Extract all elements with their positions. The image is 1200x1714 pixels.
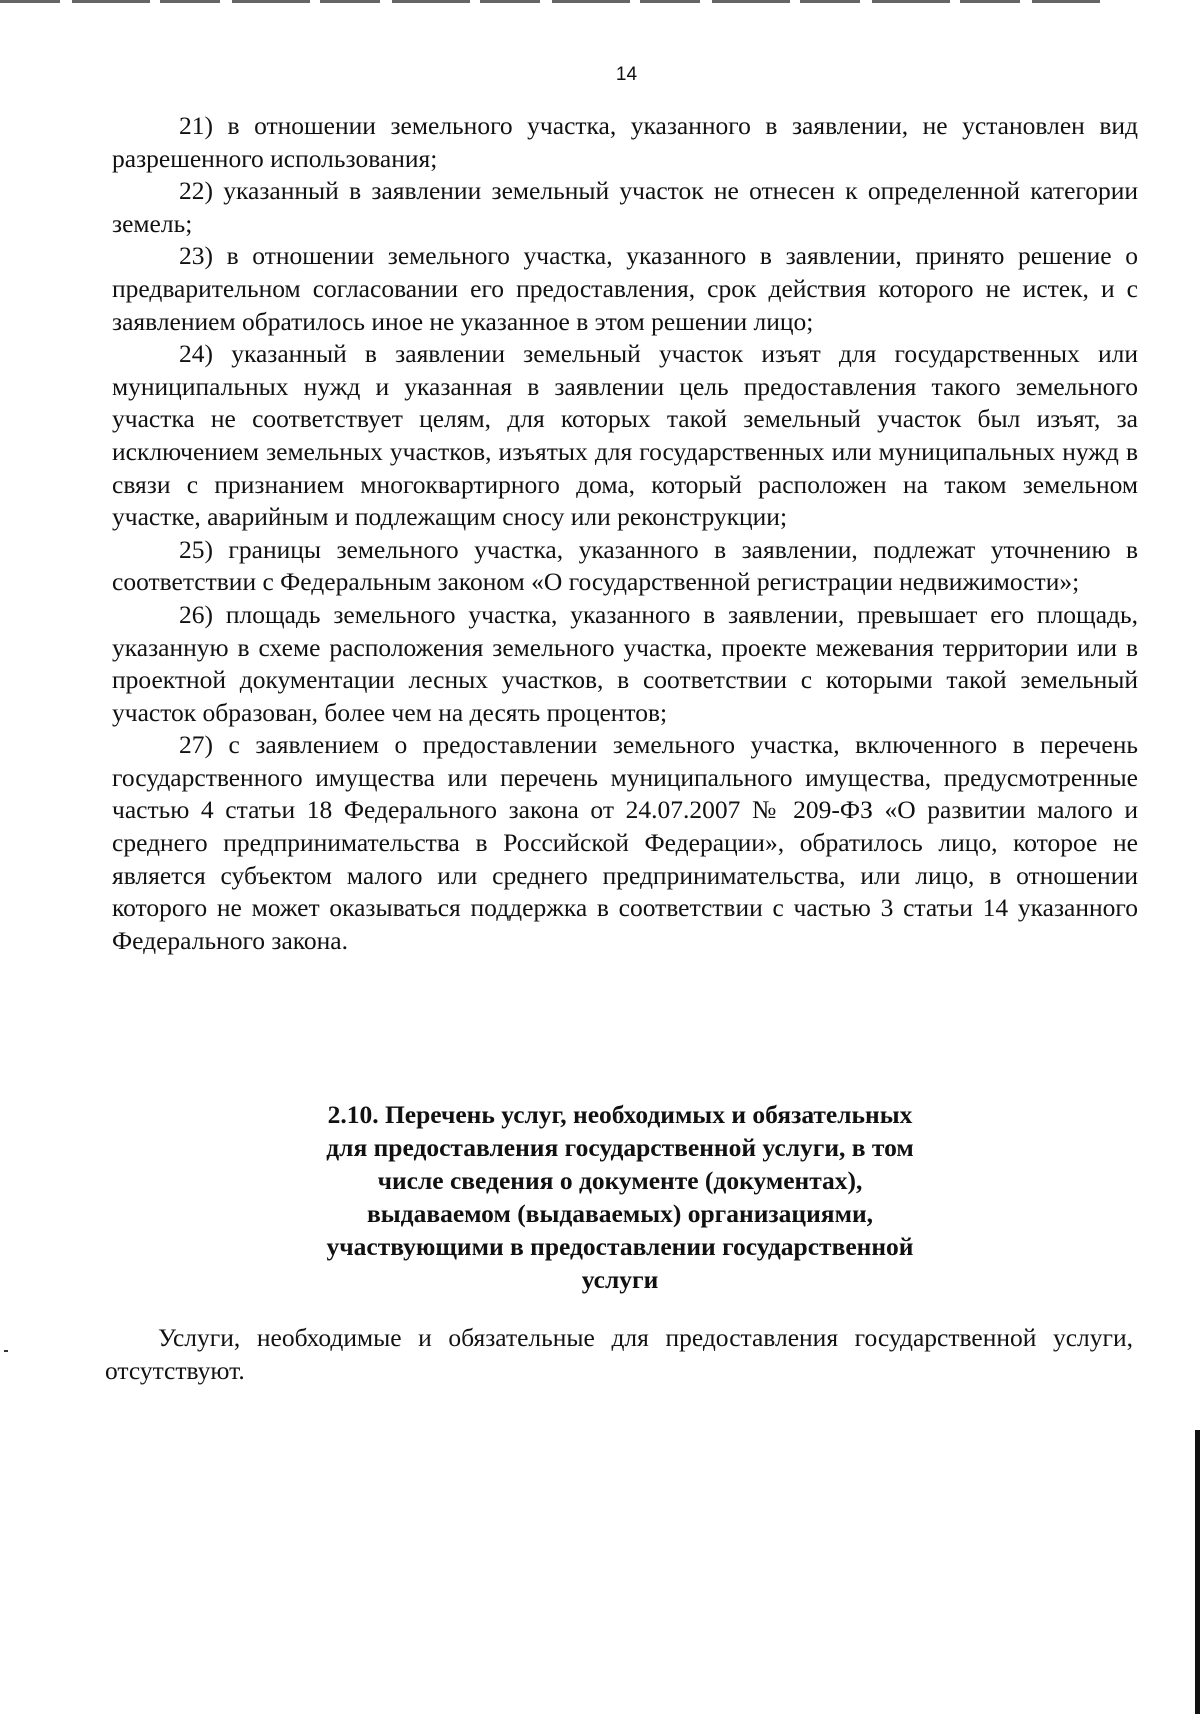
section-heading [250, 1098, 990, 1296]
heading-line: для предоставления государственной услуги, в том [326, 1133, 914, 1162]
list-item-25: 25) границы земельного участка, указанного в заявлении, подлежат уточнению в соответствии с Федеральным законом «О государственной регистрации недвижимости»; [112, 534, 1138, 597]
scan-speck [4, 1350, 8, 1352]
heading-line: участвующими в предоставлении государственной [326, 1232, 914, 1261]
scan-edge-artifact-right [1195, 1430, 1200, 1714]
heading-line: 2.10. Перечень услуг, необходимых и обязательных [327, 1100, 913, 1129]
page-number: 14 [615, 64, 638, 85]
scan-edge-artifact [0, 0, 1100, 3]
section-body-text: Услуги, необходимые и обязательные для предоставления государственной услуги, отсутствуют. [105, 1323, 1133, 1385]
heading-line: услуги [581, 1265, 659, 1294]
list-item-22: 22) указанный в заявлении земельный участок не отнесен к определенной категории земель; [112, 176, 1138, 238]
list-item-23: 23) в отношении земельного участка, указанного в заявлении, принято решение о предварительном согласовании его предоставления, срок действия которого не истек, и с заявлением обратилось иное не указанное в этом решении лицо; [112, 241, 1138, 336]
list-item-27: 27) с заявлением о предоставлении земельного участка, включенного в перечень государственного имущества или перечень муниципального имущества, предусмотренные частью 4 статьи 18 Федерального закона от 24.07.2007 № 209-ФЗ «О развитии малого и среднего предпринимательства в Российской Федерации», обратилось лицо, которое не является субъектом малого или среднего предпринимательства, или лицо, в отношении которого не может оказываться поддержка в соответствии с частью 3 статьи 14 указанного Федерального закона. [112, 730, 1138, 955]
requirements-list [112, 110, 1138, 957]
heading-line: числе сведения о документе (документах), [377, 1166, 863, 1195]
list-item-24: 24) указанный в заявлении земельный участок изъят для государственных или муниципальных нужд и указанная в заявлении цель предоставления такого земельного участка не соответствует целям, для которых такой земельный участок был изъят, за исключением земельных участков, изъятых для государственных или муниципальных нужд в связи с признанием многоквартирного дома, который расположен на таком земельном участке, аварийным и подлежащим сносу или реконструкции; [112, 339, 1138, 532]
list-item-21: 21) в отношении земельного участка, указанного в заявлении, не установлен вид разрешенного использования; [112, 111, 1138, 173]
heading-line: выдаваемом (выдаваемых) организациями, [366, 1199, 874, 1228]
list-item-26: 26) площадь земельного участка, указанного в заявлении, превышает его площадь, указанную в схеме расположения земельного участка, проекте межевания территории или в проектной документации лесных участков, в соответствии с которыми такой земельный участок образован, более чем на десять процентов; [112, 599, 1138, 727]
